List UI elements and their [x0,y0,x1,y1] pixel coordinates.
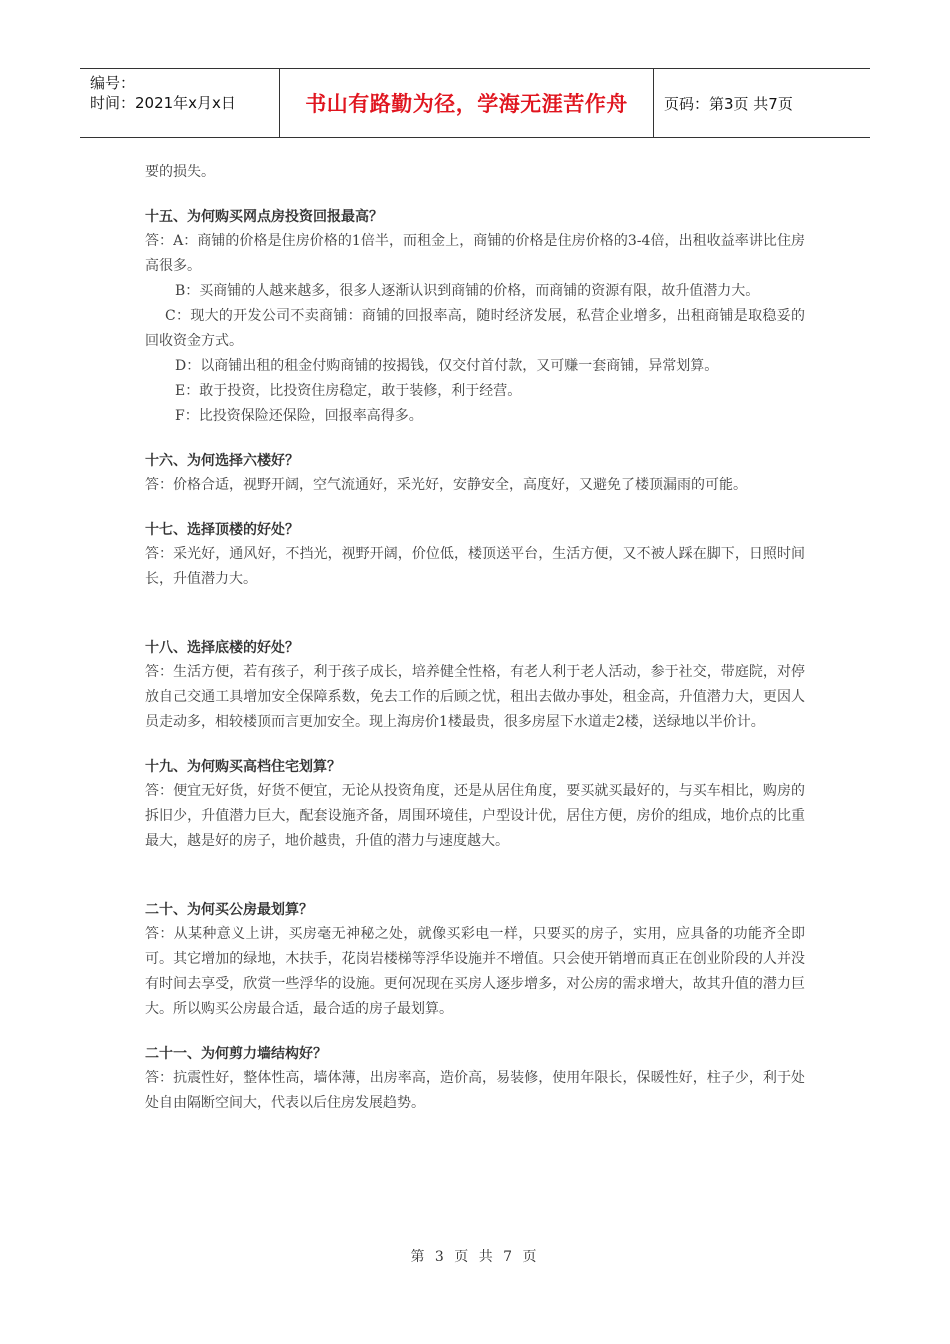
document-body [145,160,805,1116]
section-paragraph: C：现大的开发公司不卖商铺：商铺的回报率高，随时经济发展，私营企业增多，出租商铺是取稳妥的回收资金方式。 [145,308,805,349]
section-paragraph: 答：抗震性好，整体性高，墙体薄，出房率高，造价高，易装修，使用年限长，保暖性好，柱子少，利于处处自由隔断空间大，代表以后住房发展趋势。 [145,1070,805,1111]
section-15 [145,205,805,429]
section-19 [145,755,805,854]
section-18 [145,636,805,735]
section-title: 二十、为何买公房最划算？ [145,902,313,918]
header-meta [80,69,280,137]
document-code-label: 编号： [90,74,136,92]
header-page-info: 页码：第3页 共7页 [664,94,793,113]
section-paragraph: D：以商铺出租的租金付购商铺的按揭钱，仅交付首付款，又可赚一套商铺，异常划算。 [175,358,719,374]
section-title: 十九、为何购买高档住宅划算？ [145,759,341,775]
page-footer: 第 3 页 共 7 页 [410,1249,540,1265]
section-paragraph: B：买商铺的人越来越多，很多人逐渐认识到商铺的价格，而商铺的资源有限，故升值潜力大。 [175,283,760,299]
document-date: 时间：2021年x月x日 [90,94,236,112]
section-title: 十六、为何选择六楼好？ [145,453,299,469]
section-paragraph: 答：价格合适，视野开阔，空气流通好，采光好，安静安全，高度好，又避免了楼顶漏雨的可能。 [145,477,747,493]
section-paragraph: F：比投资保险还保险，回报率高得多。 [175,408,423,424]
section-20 [145,898,805,1022]
section-title: 十五、为何购买网点房投资回报最高？ [145,209,383,225]
section-paragraph: E：敢于投资，比投资住房稳定，敢于装修，利于经营。 [175,383,522,399]
section-paragraph: 答：从某种意义上讲，买房毫无神秘之处，就像买彩电一样，只要买的房子，实用，应具备的功能齐全即可。其它增加的绿地，木扶手，花岗岩楼梯等浮华设施并不增值。只会使开销增而真正在创业阶段的人并没有时间去享受，欣赏一些浮华的设施。更何况现在买房人逐步增多，对公房的需求增大，故其升值的潜力巨大。所以购买公房最合适，最合适的房子最划算。 [145,926,805,1017]
section-21 [145,1042,805,1116]
section-paragraph: 答：生活方便，若有孩子，利于孩子成长，培养健全性格，有老人利于老人活动，参于社交，带庭院，对停放自己交通工具增加安全保障系数，免去工作的后顾之忧，租出去做办事处，租金高，升值潜力大，更因人员走动多，相较楼顶而言更加安全。现上海房价1楼最贵，很多房屋下水道走2楼，送绿地以半价计。 [145,664,805,730]
section-paragraph: 答：A：商铺的价格是住房价格的1倍半，而租金上，商铺的价格是住房价格的3-4倍，出租收益率讲比住房高很多。 [145,233,805,274]
section-title: 二十一、为何剪力墙结构好？ [145,1046,327,1062]
section-paragraph: 答：采光好，通风好，不挡光，视野开阔，价位低，楼顶送平台，生活方便，又不被人踩在脚下，日照时间长，升值潜力大。 [145,546,805,587]
section-title: 十七、选择顶楼的好处？ [145,522,299,538]
page-header [80,68,870,138]
section-title: 十八、选择底楼的好处？ [145,640,299,656]
section-17 [145,518,805,592]
section-16 [145,449,805,498]
header-motto: 书山有路勤为径，学海无涯苦作舟 [280,69,654,137]
intro-text: 要的损失。 [145,164,215,180]
section-paragraph: 答：便宜无好货，好货不便宜，无论从投资角度，还是从居住角度，要买就买最好的，与买车相比，购房的拆旧少，升值潜力巨大，配套设施齐备，周围环境佳，户型设计优，居住方便，房价的组成，地价点的比重最大，越是好的房子，地价越贵，升值的潜力与速度越大。 [145,783,805,849]
